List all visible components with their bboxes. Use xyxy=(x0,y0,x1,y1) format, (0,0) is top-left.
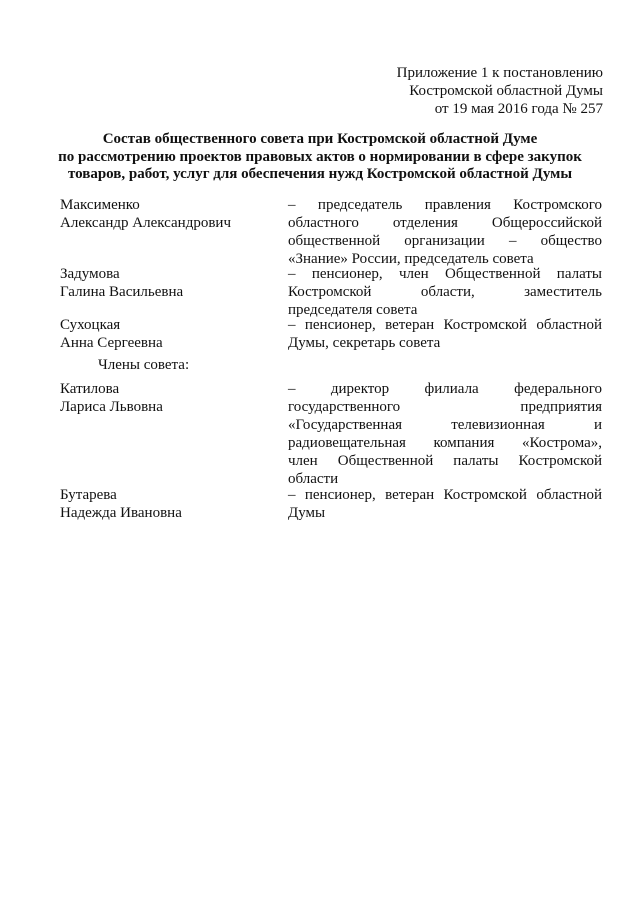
member-description xyxy=(288,316,602,352)
member-surname: Бутарева xyxy=(60,487,117,503)
member-description xyxy=(288,265,602,319)
description-line: – пенсионер, член Общественной палаты xyxy=(288,266,602,282)
description-line: – директор филиала федерального xyxy=(288,381,602,397)
members-heading: Члены совета: xyxy=(98,357,190,373)
member-given-name: Надежда Ивановна xyxy=(60,505,182,521)
member-name xyxy=(60,380,163,416)
member-given-name: Лариса Львовна xyxy=(60,399,163,415)
appendix-line: Приложение 1 к постановлению xyxy=(396,65,603,81)
member-name xyxy=(60,265,183,301)
appendix-header xyxy=(397,64,603,118)
document-title xyxy=(0,131,640,184)
member-name xyxy=(60,196,231,232)
description-line: – пенсионер, ветеран Костромской областной xyxy=(288,317,602,333)
member-description xyxy=(288,380,602,488)
title-line: товаров, работ, услуг для обеспечения нужд Костромской областной Думы xyxy=(67,166,573,182)
member-given-name: Галина Васильевна xyxy=(60,284,184,300)
member-given-name: Александр Александрович xyxy=(60,215,231,231)
description-line: общественной организации – общество xyxy=(288,233,602,249)
member-description xyxy=(288,196,602,268)
member-given-name: Анна Сергеевна xyxy=(60,335,163,351)
description-line: государственного предприятия xyxy=(288,399,602,415)
member-surname: Задумова xyxy=(60,266,120,282)
member-name xyxy=(60,486,182,522)
appendix-line: Костромской областной Думы xyxy=(409,83,603,99)
member-description xyxy=(288,486,602,522)
description-line: Костромской области, заместитель xyxy=(288,284,602,300)
appendix-line: от 19 мая 2016 года № 257 xyxy=(434,101,603,117)
description-line: – пенсионер, ветеран Костромской областной xyxy=(288,487,602,503)
title-line: по рассмотрению проектов правовых актов о нормировании в сфере закупок xyxy=(58,148,582,165)
member-name xyxy=(60,316,163,352)
description-line: области xyxy=(288,471,339,487)
description-line: «Знание» России, председатель совета xyxy=(288,251,534,267)
description-line: член Общественной палаты Костромской xyxy=(288,453,602,469)
description-line: радиовещательная компания «Кострома», xyxy=(288,435,602,451)
description-line: – председатель правления Костромского xyxy=(288,197,602,213)
member-surname: Максименко xyxy=(60,197,140,213)
description-line: Думы, секретарь совета xyxy=(288,335,441,351)
title-line: Состав общественного совета при Костромской областной Думе xyxy=(102,131,538,147)
description-line: «Государственная телевизионная и xyxy=(288,417,602,433)
member-surname: Катилова xyxy=(60,381,120,397)
member-surname: Сухоцкая xyxy=(60,317,121,333)
description-line: областного отделения Общероссийской xyxy=(288,215,602,231)
description-line: председателя совета xyxy=(288,302,418,318)
description-line: Думы xyxy=(288,505,326,521)
